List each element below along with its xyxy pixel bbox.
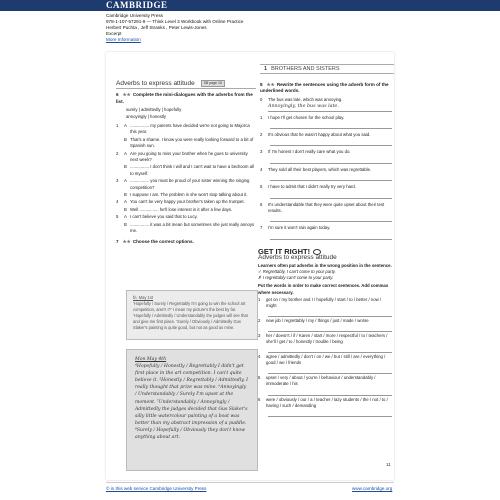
rewrite-item: 3 If I'm honest I don't really care what you do. (260, 149, 351, 155)
dialogue-line: B I suppose I am. The problem is she won't stop talking about it. (124, 192, 248, 198)
rewrite-item: 0 The bus was late, which was annoying. (260, 96, 343, 102)
rewrite-item: 7 I'm sure it won't rain again today. (260, 225, 331, 231)
diary-note-1 (126, 290, 258, 340)
book-metadata (106, 13, 243, 43)
answer-line[interactable] (270, 192, 392, 199)
isbn-title: 978-1-107-57291-9 — Think Level 3 Workbook with Online Practice (106, 19, 244, 24)
get-it-right-subtitle: Adverbs to express attitude (258, 254, 337, 262)
get-it-right-instruction: Put the words in order to make correct sentences. Add commas where necessary. (258, 283, 389, 295)
more-information-link[interactable]: More Information (106, 37, 141, 42)
unit-title: BROTHERS AND SISTERS (271, 66, 340, 72)
exercise-number: 8 (260, 82, 263, 87)
answer-line[interactable] (270, 139, 392, 146)
exercise-7-heading (116, 239, 256, 245)
diary-date: fri, May 1st (133, 295, 154, 300)
section-title (116, 80, 256, 89)
page-number: 11 (386, 462, 391, 467)
word-order-item: 4 agree / admittedly / don't / on / we / but / still / are / everything / good / we / friends (258, 354, 386, 366)
dialogue-line: B ................ it was a bit mean but sometimes she just really annoys me. (124, 221, 255, 234)
authors: Herbert Puchta , Jeff Stranks , Peter Lewis-Jones (106, 25, 207, 30)
dialogue-line: 2 A Are you going to miss your brother when he goes to university next week? (116, 150, 248, 163)
get-it-right-title: GET IT RIGHT! (258, 249, 392, 255)
publisher-banner: CAMBRIDGE (0, 0, 500, 11)
dialogue-line: 4 A You can't be very happy your brother's taken up the trumpet. (116, 199, 245, 205)
example-answer: Annoyingly, the bus was late. (268, 104, 392, 111)
word-order-item: 5 upset / very / about / you're / behaviour / understandably / immoderate / his (258, 375, 376, 387)
word-order-item: 1 get on / my brother and I / hopefully / start / to / better / now / might (258, 296, 382, 308)
dialogue-line: B Well ................ he'll lose interest in it after a few days. (124, 206, 233, 212)
dialogue-line: 5 A I can't believe you said that to Lucy. (116, 214, 198, 220)
copyright-link[interactable]: © in this web service Cambridge University Press (106, 486, 207, 491)
word-order-item: 3 her / doesn't / if / Karen / start / more / respectful / to / teachers / she'll / get / to / honestly / trouble / being (258, 332, 388, 345)
exercise-instruction: Rewrite the sentences using the adverb form of the underlined words. (260, 82, 389, 94)
answer-line[interactable] (268, 389, 392, 396)
answer-line[interactable] (268, 367, 392, 374)
word-list-line: surely | admittedly | hopefully (126, 107, 182, 113)
right-column (260, 80, 392, 240)
section-title-text: Adverbs to express attitude (116, 79, 195, 87)
answer-line[interactable] (268, 325, 392, 332)
answer-line[interactable] (270, 174, 392, 181)
dialogue-line: B That's a shame. I know you were really looking forward to a bit of Spanish sun. (124, 136, 254, 149)
diary-text: ⁴Hopefully / Honestly / Regrettably I didn't get first place in the art competition. I can't quite believe it. ⁵Honestly / Regrettably / Admittedly, I really thought that prize was mine. ⁶Annoyingly / Understandably / Surely I'm upset at the moment. ⁷Understandably / Annoyingly / Admittedly the judges decided that Gus Slaker's silly little watercolour painting of a boat was better than my abstract impression of a puddle. ⁸Surely / Hopefully / Obviously they don't know anything about art. (135, 364, 248, 441)
get-it-right-intro: Learners often put adverbs in the wrong position in the sentence. (258, 263, 392, 269)
answer-line[interactable] (270, 122, 392, 129)
answer-line[interactable] (268, 410, 392, 417)
sb-page-tag: SB page 15 (201, 80, 225, 87)
rewrite-item: 4 They sold all their best players, which was regrettable. (260, 166, 372, 172)
rewrite-item: 2 It's obvious that he wasn't happy about what you said. (260, 132, 371, 138)
difficulty-stars: ★★ (122, 92, 131, 98)
dialogue-line: B ................ I don't think I will and I can't wait to have a bedroom all to myself. (124, 164, 254, 176)
unit-number: 1 (264, 66, 268, 72)
exercise-instruction: Complete the mini-dialogues with the adverbs from the list. (116, 92, 253, 104)
website-link[interactable]: www.cambridge.org (352, 486, 393, 491)
exercise-instruction: Choose the correct options. (132, 238, 194, 244)
dialogue-line: 1 A ................ my parents have decided we're not going to Majorca this year. (116, 123, 250, 135)
rewrite-item: 1 I hope I'll get chosen for the school play. (260, 114, 345, 120)
diary-text: 'Hopefully / Surely / Regrettably I'm going to win the school art competition, aren't I?' I mean my picture's the best by far. 'Hopefully / Admittedly / Understandably the judges will see that and give me first place. 'Surely / Obviously / Admittedly Gus Slaker's painting is quite good, but not as good as mine. (133, 301, 248, 331)
publisher-name: Cambridge University Press (106, 13, 163, 18)
word-order-item: 6 were / obviously / our / a / teacher / lazy students / the / not / to / having / such / demanding (258, 396, 388, 408)
answer-line[interactable] (270, 215, 392, 222)
exercise-8-heading (260, 82, 392, 95)
dialogue-line: 3 A ................ you must be proud of your sister winning the singing competition? (116, 178, 250, 190)
answer-line[interactable] (270, 157, 392, 164)
rewrite-item: 6 It's understandable that they were quite upset about their test results. (260, 201, 385, 214)
answer-line[interactable] (268, 310, 392, 317)
word-order-item: 2 new job / regrettably / my / things / just / made / worse (258, 317, 369, 323)
difficulty-stars: ★★ (266, 82, 275, 87)
unit-header (260, 64, 394, 74)
word-list-line: annoyingly | honestly (126, 113, 167, 119)
diary-note-2 (126, 349, 258, 471)
check-icon: ✓ (258, 269, 263, 275)
footer-divider (106, 482, 394, 483)
cross-icon: ✗ (258, 275, 263, 281)
exercise-6-heading (116, 92, 256, 105)
difficulty-stars: ★★ (122, 238, 131, 244)
answer-line[interactable] (268, 346, 392, 353)
exercise-number: 6 (116, 92, 119, 98)
wrong-example: ✗ I regrettably can't come to your party. (258, 275, 334, 281)
diary-date: Mon May 4th (135, 357, 167, 362)
adverb-word-list (126, 107, 256, 120)
get-it-right-box (258, 249, 392, 429)
excerpt-label: Excerpt (106, 31, 122, 36)
exercise-number: 7 (116, 238, 119, 244)
correct-example: ✓ Regrettably, I can't come to your party. (258, 269, 336, 275)
answer-line[interactable] (270, 233, 392, 240)
left-column (116, 80, 256, 247)
rewrite-item: 5 I have to admit that I didn't really try very hard. (260, 184, 356, 190)
